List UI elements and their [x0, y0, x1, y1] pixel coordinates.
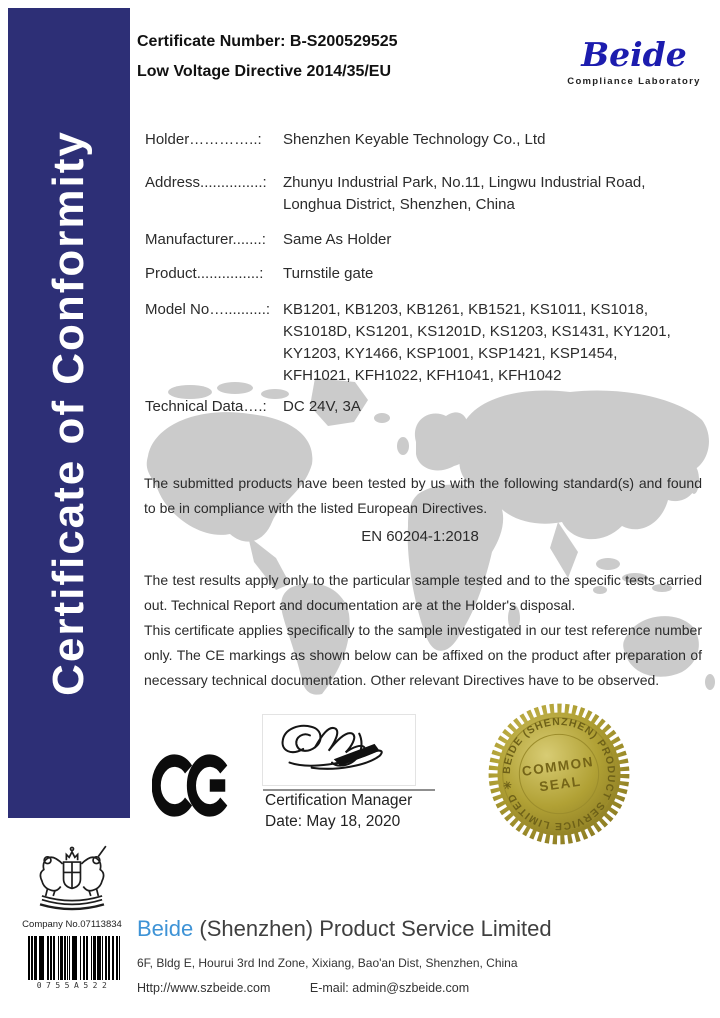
barcode-digits: 0755A522: [36, 981, 112, 990]
field-value: DC 24V, 3A: [283, 398, 361, 415]
issuer-name-rest: (Shenzhen) Product Service Limited: [193, 916, 552, 941]
signer-role: Certification Manager: [265, 792, 413, 809]
common-seal: [486, 701, 632, 847]
lab-logo-subtitle: Compliance Laboratory: [567, 76, 701, 87]
certificate-title-band: [8, 8, 130, 818]
field-row-address: [145, 172, 675, 216]
issuer-company-name: [137, 916, 552, 942]
seal-ring-text: BEIDE (SHENZHEN) PRODUCT SERVICE LIMITED ✳: [501, 716, 617, 832]
certificate-number: Certificate Number: B-S200529525: [137, 33, 398, 50]
field-row-technical-data: [145, 396, 675, 418]
disclaimer-line-2: This certificate applies specifically to the sample investigated in our test reference number only. The CE markings as shown below can be affixed on the product after preparation of necessary technical documentation. Other relevant Directives have to be observed.: [144, 622, 702, 688]
ce-mark-icon: [152, 753, 233, 818]
field-label: Technical Data….:: [145, 398, 267, 415]
field-label: Manufacturer.......:: [145, 231, 266, 248]
certificate-header: [137, 27, 398, 87]
lab-logo: [558, 36, 710, 87]
field-row-holder: [145, 129, 675, 151]
field-value: KB1201, KB1203, KB1261, KB1521, KS1011, KS1018, KS1018D, KS1201, KS1201D, KS1203, KS1431, KY1201, KY1203, KY1466, KSP1001, KSP1421, KSP1454, KFH1021, KFH1022, KFH1041, KFH1042: [283, 301, 671, 384]
test-statement: The submitted products have been tested by us with the following standard(s) and found to be in compliance with the listed European Directives.: [144, 475, 702, 516]
disclaimer-line-1: The test results apply only to the particular sample tested and to the specific tests carried out. Technical Report and documentation are at the Holder's disposal.: [144, 572, 702, 613]
issuer-name-brand: Beide: [137, 916, 194, 941]
lab-logo-name: Beide: [581, 35, 687, 74]
signature-scribble-icon: [263, 715, 413, 783]
seal-center-line1: COMMON: [520, 753, 595, 779]
issuer-address: 6F, Bldg E, Hourui 3rd Ind Zone, Xixiang, Bao'an Dist, Shenzhen, China: [137, 956, 518, 970]
field-label: Holder…………..:: [145, 131, 262, 148]
disclaimer-paragraph: [144, 568, 702, 693]
signature-date: Date: May 18, 2020: [265, 813, 401, 830]
certificate-title: Certificate of Conformity: [44, 130, 94, 696]
field-row-product: [145, 263, 675, 285]
field-value: Same As Holder: [283, 231, 392, 248]
signature-box: [262, 714, 416, 786]
field-label: Address...............:: [145, 174, 267, 191]
field-label: Product...............:: [145, 265, 264, 282]
barcode: [28, 936, 120, 980]
issuer-contacts: [137, 981, 469, 995]
issuer-website: Http://www.szbeide.com: [137, 981, 271, 995]
field-row-model-no: [145, 299, 675, 387]
signature-line: [263, 789, 435, 791]
directive-line: Low Voltage Directive 2014/35/EU: [137, 63, 392, 80]
standard-reference: EN 60204-1:2018: [361, 528, 479, 545]
field-label: Model No…..........:: [145, 301, 271, 318]
company-number: Company No.07113834: [22, 919, 122, 930]
coat-of-arms-icon: [25, 841, 119, 917]
issuer-email: E-mail: admin@szbeide.com: [309, 981, 470, 995]
field-value: Zhunyu Industrial Park, No.11, Lingwu Industrial Road, Longhua District, Shenzhen, China: [283, 174, 646, 213]
seal-center-line2: SEAL: [538, 773, 583, 795]
field-row-manufacturer: [145, 229, 675, 251]
field-value: Shenzhen Keyable Technology Co., Ltd: [283, 131, 546, 148]
field-value: Turnstile gate: [283, 265, 374, 282]
